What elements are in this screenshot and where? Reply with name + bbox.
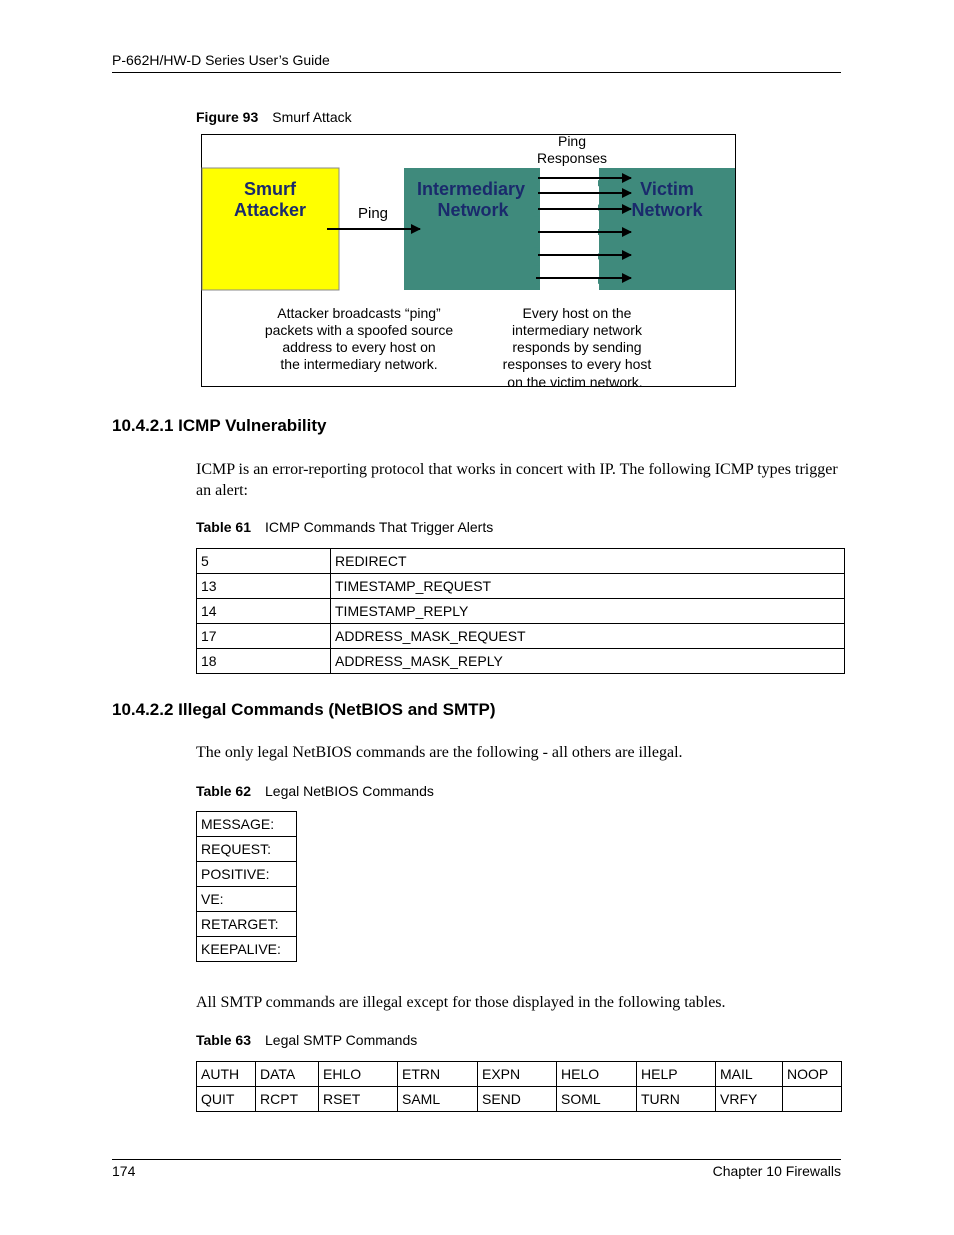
smtp-command: RCPT xyxy=(256,1087,319,1112)
table-row xyxy=(197,649,845,674)
table62-label: Table 62 xyxy=(196,783,251,799)
left-description-line: Attacker broadcasts “ping” xyxy=(277,305,441,321)
table63-label: Table 63 xyxy=(196,1032,251,1048)
victim-label-1: Victim xyxy=(640,179,694,199)
icmp-type: 14 xyxy=(197,599,331,624)
table-row xyxy=(197,599,845,624)
smtp-command: QUIT xyxy=(197,1087,256,1112)
smtp-command: EHLO xyxy=(319,1062,398,1087)
smtp-command: MAIL xyxy=(716,1062,783,1087)
left-description-line: packets with a spoofed source xyxy=(264,322,454,338)
section-heading-icmp: 10.4.2.1 ICMP Vulnerability xyxy=(112,416,327,435)
smtp-command: TURN xyxy=(637,1087,716,1112)
attacker-label-1: Smurf xyxy=(243,179,297,199)
icmp-name: REDIRECT xyxy=(331,549,845,574)
smtp-command: SOML xyxy=(557,1087,637,1112)
stripe-block xyxy=(534,241,540,247)
right-description-line: intermediary network xyxy=(512,322,642,338)
table62-caption xyxy=(196,783,434,799)
smtp-command: AUTH xyxy=(197,1062,256,1087)
section-body-icmp: ICMP is an error-reporting protocol that works in concert with IP. The following ICMP types trigger an alert: xyxy=(196,461,838,499)
icmp-alert-table xyxy=(196,548,845,674)
icmp-name: TIMESTAMP_REPLY xyxy=(331,599,845,624)
victim-label-2: Network xyxy=(631,200,703,220)
smtp-command: VRFY xyxy=(716,1087,783,1112)
netbios-command: POSITIVE: xyxy=(197,862,297,887)
table-row xyxy=(197,887,297,912)
icmp-name: ADDRESS_MASK_REPLY xyxy=(331,649,845,674)
table-row xyxy=(197,549,845,574)
icmp-type: 13 xyxy=(197,574,331,599)
table-row xyxy=(197,862,297,887)
stripe-block xyxy=(534,266,540,272)
netbios-command: VE: xyxy=(197,887,297,912)
netbios-command: RETARGET: xyxy=(197,912,297,937)
table-row xyxy=(197,912,297,937)
netbios-command: KEEPALIVE: xyxy=(197,937,297,962)
smtp-command: NOOP xyxy=(783,1062,842,1087)
network-gap xyxy=(540,168,599,290)
intermediary-label-2: Network xyxy=(437,200,509,220)
table61-label: Table 61 xyxy=(196,519,251,535)
smtp-command: SEND xyxy=(478,1087,557,1112)
netbios-command: REQUEST: xyxy=(197,837,297,862)
smtp-command xyxy=(783,1087,842,1112)
table-row xyxy=(197,574,845,599)
table-row xyxy=(197,624,845,649)
table63-title: Legal SMTP Commands xyxy=(265,1032,418,1048)
ping-responses-label-2: Responses xyxy=(536,150,608,166)
smurf-attack-diagram xyxy=(201,134,736,387)
ping-responses-label-1: Ping xyxy=(557,134,587,149)
icmp-name: ADDRESS_MASK_REQUEST xyxy=(331,624,845,649)
table-row xyxy=(197,937,297,962)
table-row xyxy=(197,812,297,837)
stripe-block xyxy=(598,180,604,186)
right-description-line: on the victim network. xyxy=(507,374,643,387)
smtp-command: RSET xyxy=(319,1087,398,1112)
table61-caption xyxy=(196,519,493,535)
stripe-block xyxy=(534,168,540,174)
running-header: P-662H/HW-D Series User’s Guide xyxy=(112,52,330,68)
icmp-type: 5 xyxy=(197,549,331,574)
icmp-type: 18 xyxy=(197,649,331,674)
right-description-line: Every host on the xyxy=(522,305,632,321)
figure-caption xyxy=(196,109,352,125)
smtp-command: HELO xyxy=(557,1062,637,1087)
chapter-title: Chapter 10 Firewalls xyxy=(712,1163,841,1179)
smtp-command: DATA xyxy=(256,1062,319,1087)
intermediary-label-1: Intermediary xyxy=(416,179,526,199)
table-row xyxy=(197,1087,842,1112)
table61-title: ICMP Commands That Trigger Alerts xyxy=(265,519,494,535)
smtp-command: ETRN xyxy=(398,1062,478,1087)
right-description-line: responds by sending xyxy=(512,339,642,355)
stripe-block xyxy=(534,217,540,223)
left-description-line: the intermediary network. xyxy=(280,356,438,372)
figure-title: Smurf Attack xyxy=(272,109,352,125)
smtp-command: HELP xyxy=(637,1062,716,1087)
header-rule xyxy=(112,72,841,73)
table-row xyxy=(197,837,297,862)
section-body-netbios: The only legal NetBIOS commands are the following - all others are illegal. xyxy=(196,744,683,761)
ping-label: Ping xyxy=(357,205,389,222)
attacker-label-2: Attacker xyxy=(233,200,307,220)
smtp-command: EXPN xyxy=(478,1062,557,1087)
smtp-intro-text: All SMTP commands are illegal except for those displayed in the following tables. xyxy=(196,994,726,1011)
netbios-command: MESSAGE: xyxy=(197,812,297,837)
netbios-commands-table xyxy=(196,811,297,962)
smtp-commands-table xyxy=(196,1061,842,1112)
table62-title: Legal NetBIOS Commands xyxy=(265,783,434,799)
table-row xyxy=(197,1062,842,1087)
icmp-name: TIMESTAMP_REQUEST xyxy=(331,574,845,599)
host-stripes xyxy=(534,168,604,290)
right-description-line: responses to every host xyxy=(502,356,652,372)
table63-caption xyxy=(196,1032,417,1048)
left-description-line: address to every host on xyxy=(282,339,436,355)
icmp-type: 17 xyxy=(197,624,331,649)
figure-label: Figure 93 xyxy=(196,109,259,125)
page-number: 174 xyxy=(112,1163,136,1179)
smtp-command: SAML xyxy=(398,1087,478,1112)
footer-rule xyxy=(112,1159,841,1160)
section-heading-illegal-commands: 10.4.2.2 Illegal Commands (NetBIOS and SMTP) xyxy=(112,700,496,719)
